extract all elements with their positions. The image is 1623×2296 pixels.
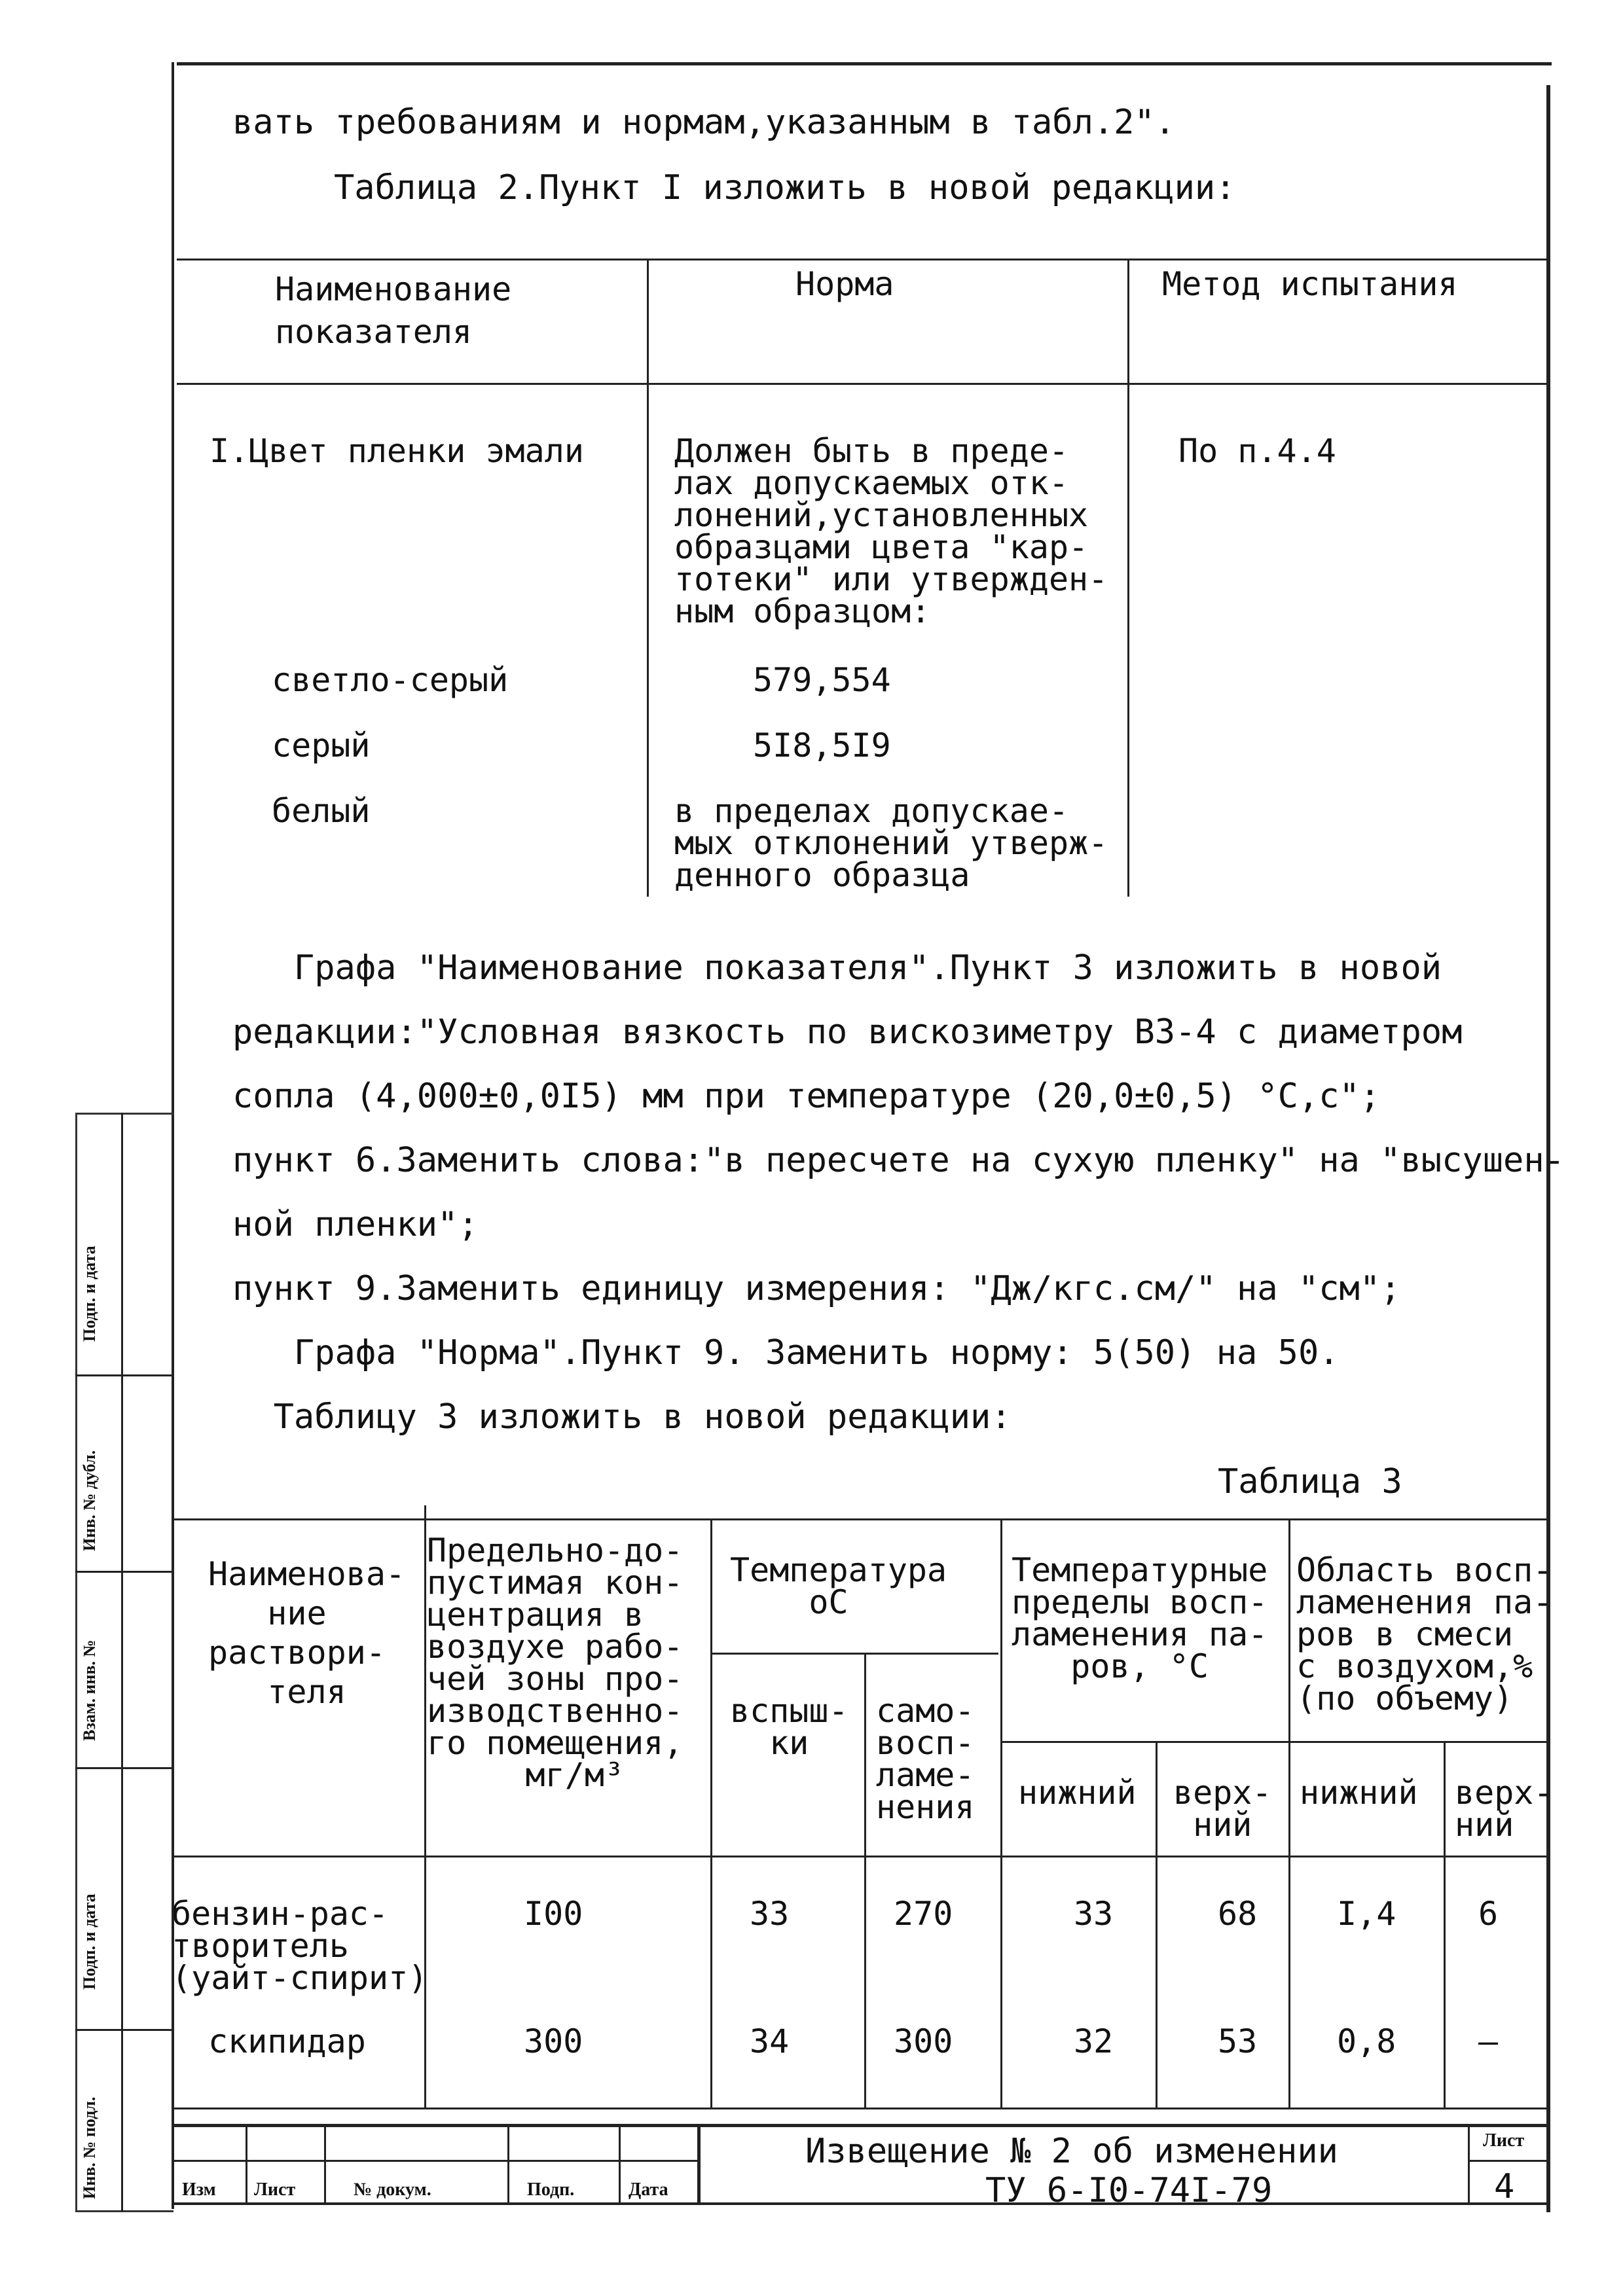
paragraph-line: Графа "Наименование показателя".Пункт 3 изложить в новой: [232, 948, 1442, 988]
table2-subrow-name: серый: [272, 726, 371, 764]
title-block-col-line: [1468, 2124, 1470, 2202]
side-stamp-label: Взам. инв. №: [80, 1640, 99, 1741]
title-block-top-line: [173, 2124, 1548, 2127]
paragraph-line: Графа "Норма".Пункт 9. Заменить норму: 5(50) на 50.: [232, 1333, 1340, 1372]
side-stamp-divider: [75, 2029, 173, 2031]
table2-subrow-name: белый: [272, 792, 371, 830]
table2-header-name: Наименование показателя: [275, 270, 512, 351]
table2-top-line: [177, 259, 1548, 260]
title-block-col-line: [619, 2124, 621, 2202]
table3-cell-name: бензин-рас- творитель (уайт-спирит): [172, 1895, 428, 1997]
title-block-label-izm: Изм: [182, 2179, 216, 2200]
table3-header-lower: нижний: [1300, 1774, 1418, 1812]
table2-subrow-norm: в пределах допускае- мых отклонений утверж- денного образца: [674, 792, 1108, 894]
paragraph-line: сопла (4,000±0,0I5) мм при температуре (20,0±0,5) °С,с";: [232, 1077, 1381, 1116]
table3-header-limits: Температурные пределы восп- ламенения па- ров, °С: [1012, 1551, 1268, 1685]
sheet-number: 4: [1494, 2167, 1515, 2206]
paragraph-line: Таблицу 3 изложить в новой редакции:: [232, 1397, 1012, 1437]
table3-cell-pdk: I00: [524, 1895, 583, 1933]
table3-cell-lower: 33: [1074, 1895, 1114, 1933]
table3-cell-self: 300: [894, 2022, 953, 2060]
table3-col-divider: [864, 1653, 866, 2108]
table2-header-method: Метод испытания: [1162, 265, 1458, 303]
table2-row1-name: I.Цвет пленки эмали: [210, 432, 584, 470]
document-code: ТУ 6-I0-74I-79: [985, 2171, 1273, 2210]
title-block-col-line: [507, 2124, 509, 2202]
table3-cell-upper: 68: [1218, 1895, 1258, 1933]
table3-cell-upper: –: [1478, 2022, 1499, 2060]
table3-cell-upper: 53: [1218, 2022, 1258, 2060]
table3-header-upper: верх- ний: [1173, 1774, 1272, 1844]
table3-top-line: [173, 1518, 1548, 1520]
table3-header-pdk: Предельно-до- пустимая кон- центрация в воздухе рабо- чей зоны про- изводственно- го помещения, мг/м³: [427, 1532, 684, 1794]
table3-cell-upper: 6: [1478, 1895, 1499, 1933]
table3-limits-sub-line: [1000, 1741, 1548, 1743]
table2-header-line: [177, 383, 1548, 385]
table3-col-divider: [710, 1518, 712, 2108]
table3-cell-lower: 32: [1074, 2022, 1114, 2060]
table3-header-self: само- восп- ламе- нения: [876, 1692, 975, 1826]
table3-cell-lower: 0,8: [1337, 2022, 1396, 2060]
table3-header-temp: Температура оС: [730, 1551, 947, 1621]
title-block-label-list: Лист: [254, 2179, 296, 2200]
side-stamp-label: Инв. № подл.: [80, 2096, 99, 2199]
table3-col-divider: [1444, 1741, 1446, 2108]
table3-header-line: [173, 1856, 1548, 1857]
table3-cell-flash: 33: [750, 1895, 790, 1933]
paragraph-line: пункт 6.Заменить слова:"в пересчете на сухую пленку" на "высушен-: [232, 1141, 1565, 1180]
table3-col-divider: [1156, 1741, 1158, 2108]
side-stamp-divider: [75, 1767, 173, 1769]
sheet-label: Лист: [1483, 2130, 1525, 2151]
table3-header-name: Наименова- ние раствори- теля: [208, 1555, 406, 1711]
table3-header-area: Область восп- ламенения па- ров в смеси с воздухом,% (по объему): [1296, 1551, 1553, 1717]
title-block-label-doc: № докум.: [354, 2179, 431, 2200]
side-stamp-label: Подп. и дата: [80, 1246, 99, 1342]
table2-subrow-norm: 5I8,5I9: [753, 726, 891, 764]
side-stamp-label: Подп. и дата: [80, 1893, 99, 1990]
table3-header-upper: верх- ний: [1455, 1774, 1554, 1844]
table3-cell-lower: I,4: [1337, 1895, 1396, 1933]
title-block-col-line: [324, 2124, 326, 2202]
table2-col-divider-1: [647, 259, 649, 897]
table3-cell-pdk: 300: [524, 2022, 583, 2060]
table2-row1-norm: Должен быть в преде- лах допускаемых отк- лонений,установленных образцами цвета "кар- тотеки" или утвержден- ным образцом:: [674, 432, 1108, 630]
table2-col-divider-2: [1127, 259, 1129, 897]
table3-temp-sub-line: [710, 1653, 998, 1655]
title-block-col-line: [697, 2124, 701, 2202]
table3-header-lower: нижний: [1018, 1774, 1137, 1812]
table2-row1-method: По п.4.4: [1178, 432, 1336, 470]
intro-line-2: Таблица 2.Пункт I изложить в новой редакции:: [334, 168, 1236, 207]
side-stamp-inner-line: [121, 1113, 123, 2212]
paragraph-line: редакции:"Условная вязкость по вискозиметру ВЗ-4 с диаметром: [232, 1013, 1463, 1052]
title-block-col-line: [246, 2124, 247, 2202]
table3-cell-flash: 34: [750, 2022, 790, 2060]
table3-caption: Таблица 3: [1218, 1462, 1402, 1501]
side-stamp-divider: [75, 1571, 173, 1573]
intro-line-1: вать требованиям и нормам,указанным в табл.2".: [232, 103, 1176, 142]
table3-header-flash: вспыш- ки: [730, 1692, 848, 1762]
title-block-sheet-line: [1468, 2160, 1548, 2162]
side-stamp-divider: [75, 1374, 173, 1376]
title-block-bottom-line: [173, 2202, 1548, 2205]
table2-subrow-norm: 579,554: [753, 661, 891, 699]
table3-cell-self: 270: [894, 1895, 953, 1933]
table3-cell-name: скипидар: [208, 2022, 366, 2060]
paragraph-line: пункт 9.Заменить единицу измерения: "Дж/кгс.см/" на "см";: [232, 1269, 1401, 1308]
table3-col-divider: [1000, 1518, 1002, 2108]
table2-header-norm: Норма: [795, 265, 894, 303]
side-stamp-label: Инв. № дубл.: [80, 1450, 99, 1551]
frame-top-border: [177, 62, 1552, 65]
table3-bottom-line: [173, 2108, 1548, 2109]
title-block-label-date: Дата: [629, 2179, 668, 2200]
table3-col-divider: [424, 1505, 426, 2108]
paragraph-line: ной пленки";: [232, 1205, 479, 1244]
title-block-label-sign: Подп.: [527, 2179, 575, 2200]
notice-title: Извещение № 2 об изменении: [805, 2132, 1338, 2171]
table2-subrow-name: светло-серый: [272, 661, 509, 699]
table3-col-divider: [1288, 1518, 1290, 2108]
